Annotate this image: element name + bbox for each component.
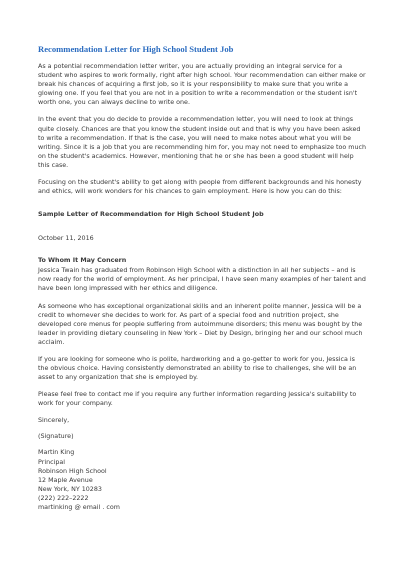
document-title: Recommendation Letter for High School Student Job	[38, 44, 234, 54]
signer-title: Principal	[38, 458, 66, 466]
sample-letter-title: Sample Letter of Recommendation for High School Student Job	[38, 211, 264, 219]
intro-paragraph: In the event that you do decide to provide a recommendation letter, you will need to look at things quite closely. Chances are that you know the student inside out and that is why you have been asked to write a recommendation. If that is the case, you will need to make notes about what you will be writing. Since it is a job that you are recommending him for, you may not need to emphasize too much on the student's academics. However, mentioning that he or she has been a good student will help this case.	[38, 116, 366, 169]
signer-street: 12 Maple Avenue	[38, 476, 93, 484]
signer-school: Robinson High School	[38, 467, 107, 475]
letter-paragraph: Jessica Twain has graduated from Robinson High School with a distinction in all her subjects – and is now ready for the world of employment. As her principal, I have seen many examples of her talent and have been long impressed with her ethics and diligence.	[38, 267, 366, 293]
signer-phone: (222) 222–2222	[38, 494, 89, 502]
intro-paragraph: As a potential recommendation letter writer, you are actually providing an integral service for a student who aspires to work formally, right after high school. Your recommendation can either make or break his chances of acquiring a first job, so it is your responsibility to make sure that you write a glowing one. If you feel that you are not in a position to write a recommendation or the student isn't worth one, you can always decline to write one.	[38, 63, 366, 107]
signer-city: New York, NY 10283	[38, 485, 102, 493]
letter-paragraph: Please feel free to contact me if you require any further information regarding Jessica's suitability to work for your company.	[38, 391, 357, 408]
signer-email: martinking @ email . com	[38, 504, 120, 511]
letter-paragraph: As someone who has exceptional organizational skills and an inherent polite manner, Jessica will be a credit to whomever she decides to work for. As part of a special food and nutrition project, she developed core menus for people suffering from autoimmune disorders; this menu was bought by the leader in providing dietary counseling in New York – Diet by Design, bringing her and our school much acclaim.	[38, 302, 363, 346]
letter-paragraph: If you are looking for someone who is polite, hardworking and a go-getter to work for you, Jessica is the obvious choice. Having consistently demonstrated an ability to rise to challenges, she will be an asset to any organization that she is employed by.	[38, 355, 357, 382]
signer-name: Martin King	[38, 449, 75, 457]
signature-placeholder: (Signature)	[38, 433, 74, 441]
letter-salutation: To Whom It May Concern	[38, 257, 127, 265]
letter-date: October 11, 2016	[38, 235, 94, 243]
intro-paragraph: Focusing on the student's ability to get along with people from different backgrounds and his honesty and ethics, will work wonders for his chances to gain employment. Here is how you can do this:	[38, 179, 362, 196]
letter-closing: Sincerely,	[38, 417, 70, 425]
signature-block	[38, 448, 366, 512]
